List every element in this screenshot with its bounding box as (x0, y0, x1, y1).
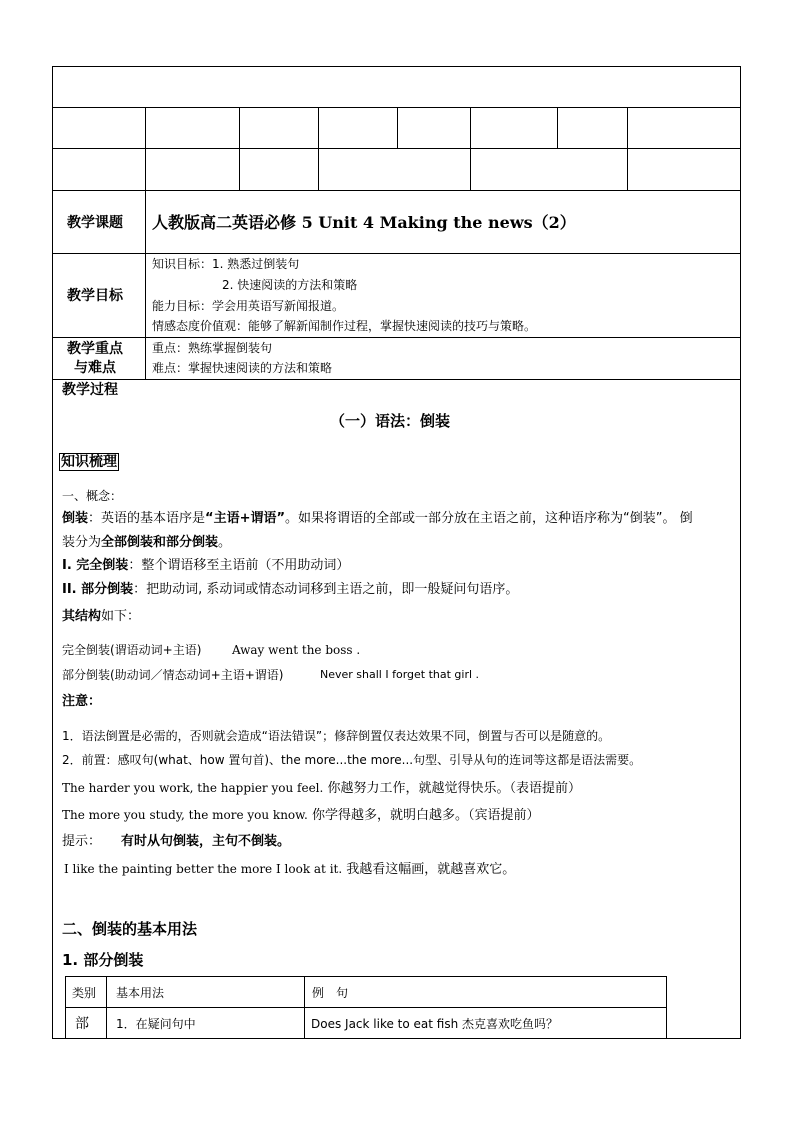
note-item: 2．前置：感叹句(what、how 置句首)、the more...the more...句型、引导从句的连词等这都是语法需要。 (62, 753, 642, 767)
example-cn: 我越看这幅画，就越喜欢它。 (342, 862, 516, 877)
usage-table-border (65, 1007, 667, 1008)
cell-divider (318, 107, 319, 190)
usage-heading: 二、倒装的基本用法 (62, 920, 198, 938)
example-en: I like the painting better the more I look at it. (64, 862, 343, 876)
definition-bold: 全部倒装和部分倒装 (101, 535, 219, 550)
usage-table-border (106, 976, 107, 1039)
full-example-label: 完全倒装(谓语动词+主语) (62, 643, 202, 657)
goals-line: 情感态度价值观：能够了解新闻制作过程，掌握快速阅读的技巧与策略。 (152, 319, 537, 333)
definition-term: 倒装 (62, 511, 89, 526)
usage-table-cell: Does Jack like to eat fish 杰克喜欢吃鱼吗？ (311, 1017, 559, 1031)
partial-example-text: Never shall I forget that girl . (320, 668, 480, 681)
cell-divider (627, 107, 628, 190)
cell-divider (145, 107, 146, 379)
concept-heading: 一、概念： (62, 489, 123, 503)
usage-table-header: 基本用法 (116, 986, 165, 1000)
partial-heading: 1. 部分倒装 (62, 951, 144, 969)
row-divider (52, 253, 741, 254)
cell-divider (397, 107, 398, 148)
process-label: 教学过程 (62, 382, 118, 398)
topic-label: 教学课题 (67, 215, 123, 231)
row-divider (52, 379, 741, 380)
example-line (62, 780, 581, 797)
usage-table-border (65, 976, 66, 1039)
full-inversion-line (62, 558, 349, 574)
example-en: The more you study, the more you know. (62, 808, 308, 822)
goals-line: 2. 快速阅读的方法和策略 (222, 278, 358, 292)
usage-table-header: 例 句 (312, 986, 349, 1000)
keypoints-line: 重点：熟练掌握倒装句 (152, 341, 273, 355)
keypoints-line: 难点：掌握快速阅读的方法和策略 (152, 361, 333, 375)
goals-line: 知识目标：1. 熟悉过倒装句 (152, 257, 300, 271)
structure-heading (62, 609, 140, 625)
example-cn: 你学得越多，就明白越多。（宾语提前） (307, 808, 540, 823)
structure-heading-bold: 其结构 (62, 609, 102, 624)
definition-text: 。如果将谓语的全部或一部分放在主语之前，这种语序称为“倒装”。 倒 (285, 511, 693, 526)
knowledge-heading (59, 453, 119, 471)
definition-text: ：英语的基本语序是 (88, 511, 206, 526)
definition-bold: “主语+谓语” (205, 511, 286, 526)
topic-value: 人教版高二英语必修 5 Unit 4 Making the news（2） (152, 213, 576, 232)
row-divider (52, 148, 741, 149)
cell-divider (239, 107, 240, 190)
usage-table-border (666, 976, 667, 1039)
goals-line: 能力目标：学会用英语写新闻报道。 (152, 299, 345, 313)
usage-table-header: 类别 (72, 986, 97, 1000)
partial-inversion-text: ：把助动词, 系动词或情态动词移到主语之前，即一般疑问句语序。 (133, 582, 519, 597)
partial-example-label: 部分倒装(助动词／情态动词+主语+谓语) (62, 668, 284, 682)
section-title: （一）语法：倒装 (330, 412, 451, 430)
usage-table-border (304, 976, 305, 1039)
example-line (62, 807, 539, 824)
cell-divider (557, 107, 558, 148)
definition-text: 。 (218, 535, 232, 550)
definition-line (62, 535, 231, 551)
usage-table-cell: 部 (75, 1016, 89, 1032)
tip-text: 有时从句倒装，主句不倒装。 (121, 834, 291, 849)
goals-label: 教学目标 (67, 288, 123, 304)
note-item: 1．语法倒置是必需的，否则就会造成“语法错误”；修辞倒置仅表达效果不同，倒置与否可以是随意的。 (62, 729, 611, 743)
lesson-plan-table (52, 66, 741, 1039)
knowledge-box: 知识梳理 (61, 454, 117, 470)
row-divider (52, 337, 741, 338)
full-example-text: Away went the boss . (232, 643, 361, 657)
tip-label: 提示： (62, 834, 102, 849)
full-inversion-label: I. 完全倒装 (62, 558, 129, 573)
example-en: The harder you work, the happier you feel. (62, 781, 324, 795)
tip-line (62, 834, 290, 850)
full-inversion-text: ：整个谓语移至主语前（不用助动词） (128, 558, 350, 573)
partial-inversion-label: II. 部分倒装 (62, 582, 134, 597)
cell-divider (470, 107, 471, 190)
example-line (64, 861, 515, 878)
note-heading: 注意： (62, 694, 102, 709)
row-divider (52, 190, 741, 191)
definition-text: 装分为 (62, 535, 102, 550)
usage-table-border (65, 976, 667, 977)
partial-inversion-line (62, 582, 518, 598)
example-cn: 你越努力工作，就越觉得快乐。（表语提前） (323, 781, 581, 796)
usage-table-cell: 1．在疑问句中 (116, 1017, 196, 1031)
keypoints-label: 教学重点 (67, 341, 123, 357)
definition-line (62, 511, 693, 527)
structure-heading-rest: 如下： (101, 609, 141, 624)
keypoints-label: 与难点 (74, 360, 116, 376)
